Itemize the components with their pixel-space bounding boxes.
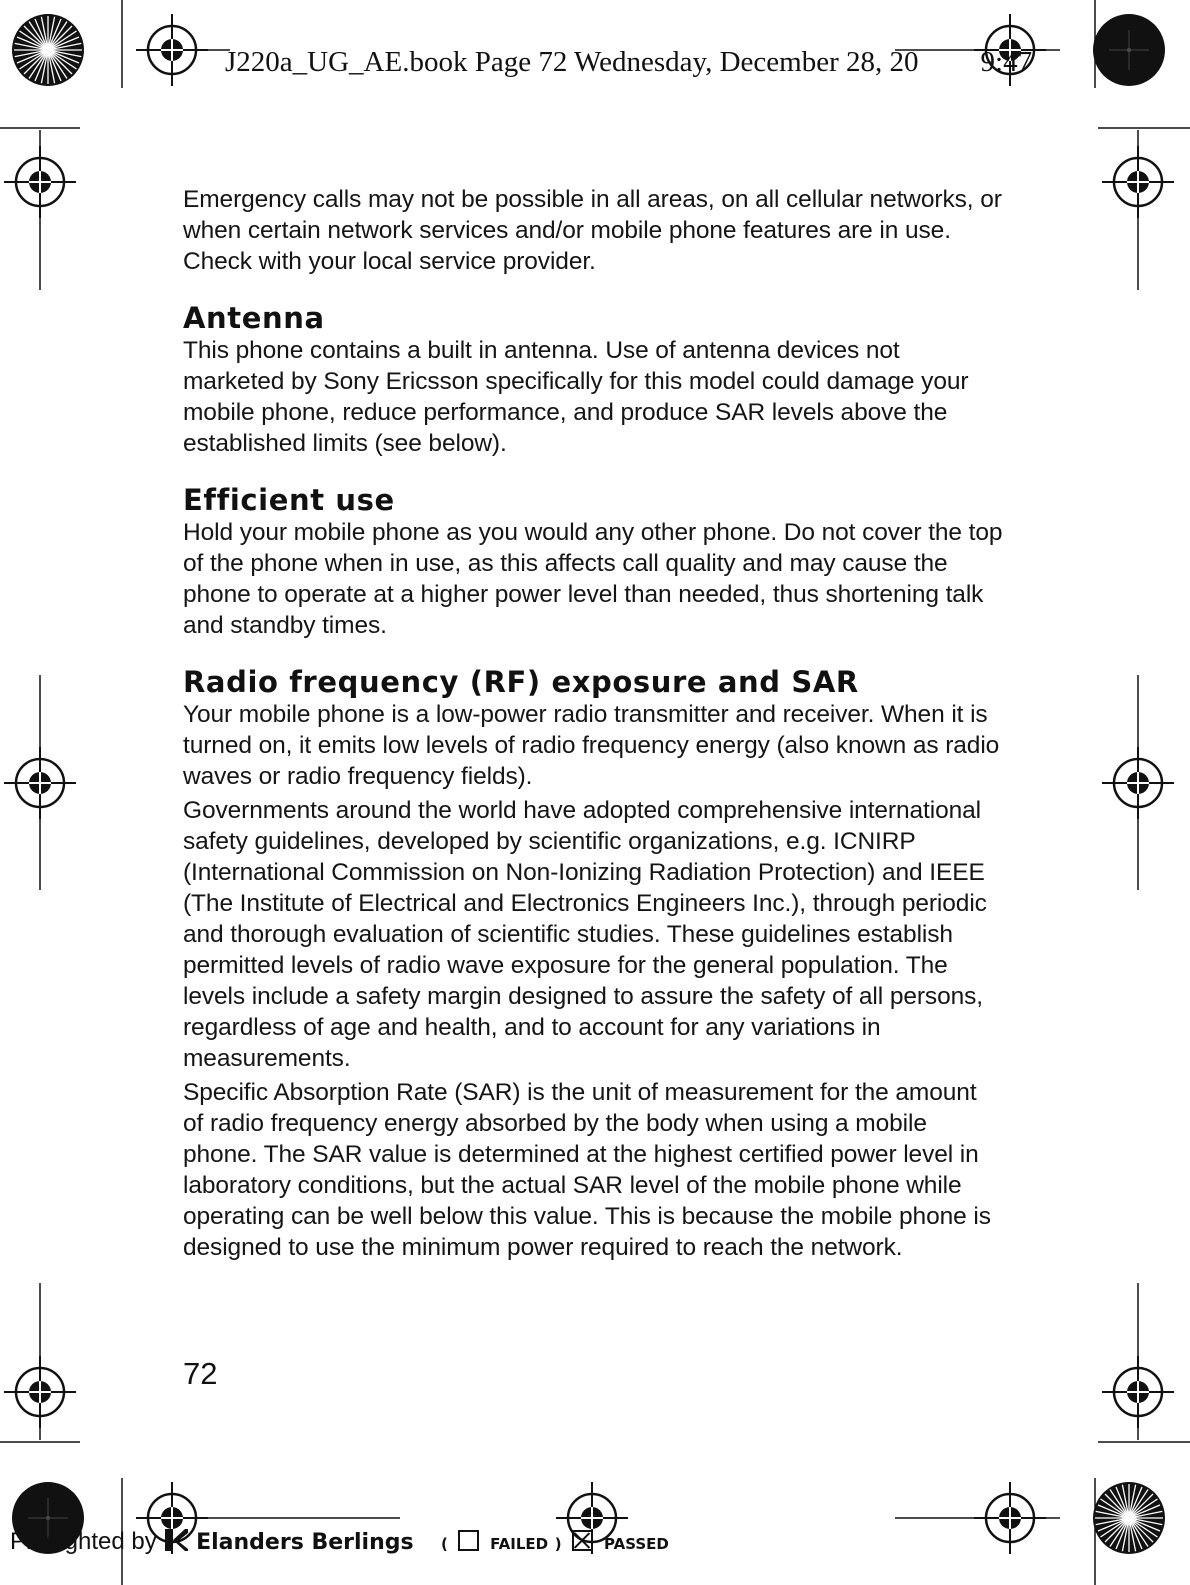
header-time: 9:47 bbox=[980, 46, 1033, 78]
section-paragraph: Hold your mobile phone as you would any other phone. Do not cover the top of the phone when in use, as this affects call quality and may cause the phone to operate at a higher power level than needed, thus shortening talk and standby times. bbox=[183, 519, 1003, 639]
elanders-logo-icon bbox=[163, 1528, 189, 1552]
section-heading: Efficient use bbox=[183, 483, 395, 517]
section-rf-exposure bbox=[183, 665, 1003, 1263]
passed-checkbox bbox=[572, 1530, 593, 1551]
book-header bbox=[225, 46, 1032, 79]
section-paragraph: Specific Absorption Rate (SAR) is the unit of measurement for the amount of radio frequency energy absorbed by the body when using a mobile phone. The SAR value is determined at the highest certified power level in laboratory conditions, but the actual SAR level of the mobile phone while operating can be well below this value. This is because the mobile phone is designed to use the minimum power required to reach the network. bbox=[183, 1079, 991, 1261]
header-text: J220a_UG_AE.book Page 72 Wednesday, December 28, 20 bbox=[225, 46, 919, 78]
section-efficient-use bbox=[183, 483, 1003, 641]
preflighted-label: Preflighted by bbox=[10, 1528, 157, 1555]
section-paragraph: This phone contains a built in antenna. Use of antenna devices not marketed by Sony Ericsson specifically for this model could damage your mobile phone, reduce performance, and produce SAR levels above the established limits (see below). bbox=[183, 337, 969, 457]
section-antenna bbox=[183, 301, 1003, 459]
failed-label: FAILED bbox=[490, 1535, 549, 1553]
passed-label: PASSED bbox=[604, 1535, 669, 1553]
page-number: 72 bbox=[183, 1356, 218, 1391]
section-heading: Antenna bbox=[183, 301, 325, 335]
intro-paragraph: Emergency calls may not be possible in all areas, on all cellular networks, or when certain network services and/or mobile phone features are in use. Check with your local service provider. bbox=[183, 186, 1002, 275]
section-paragraph: Your mobile phone is a low-power radio transmitter and receiver. When it is turned on, it emits low levels of radio frequency energy (also known as radio waves or radio frequency fields). bbox=[183, 701, 1000, 790]
close-paren: ) bbox=[554, 1535, 562, 1553]
section-paragraph: Governments around the world have adopted comprehensive international safety guidelines, developed by scientific organizations, e.g. ICNIRP (International Commission on Non-Ionizing Radiation Protection) and IEEE (The Institute of Electrical and Electronics Engineers Inc.), through periodic and thorough evaluation of scientific studies. These guidelines establish permitted levels of radio wave exposure for the general population. The levels include a safety margin designed to assure the safety of all persons, regardless of age and health, and to account for any variations in measurements. bbox=[183, 797, 987, 1072]
preflight-footer bbox=[10, 1528, 669, 1556]
open-paren: ( bbox=[440, 1535, 448, 1553]
failed-checkbox bbox=[458, 1530, 479, 1551]
page-content bbox=[183, 184, 1003, 1266]
brand-name: Elanders Berlings bbox=[196, 1530, 414, 1555]
section-heading: Radio frequency (RF) exposure and SAR bbox=[183, 665, 859, 699]
